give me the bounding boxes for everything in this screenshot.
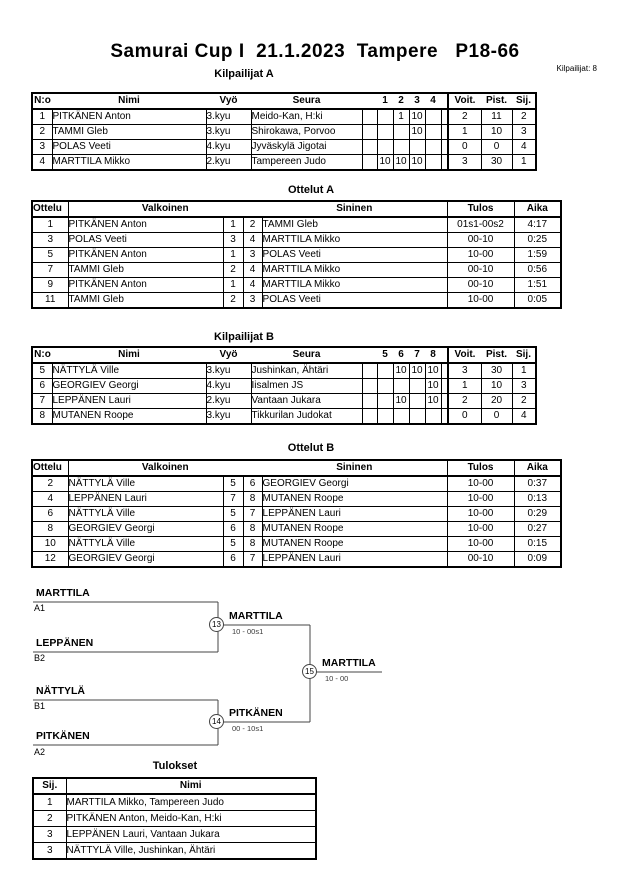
competitor-belt: 2.kyu xyxy=(206,155,251,171)
blue-number: 6 xyxy=(243,476,262,492)
pool-a-title: Kilpailijat A xyxy=(214,68,274,80)
bracket-slot-seed: B1 xyxy=(34,701,46,711)
competitor-club: Tampereen Judo xyxy=(251,155,362,171)
white-name: TAMMI Gleb xyxy=(68,293,223,309)
header-time: Aika xyxy=(514,201,561,217)
white-name: PITKÄNEN Anton xyxy=(68,248,223,263)
points-value: 10 xyxy=(481,379,512,394)
points-value: 11 xyxy=(481,109,512,125)
gap-cell xyxy=(441,409,448,425)
competitor-name: PITKÄNEN Anton xyxy=(52,109,206,125)
matches-a-table xyxy=(31,200,562,309)
match-result: 10-00 xyxy=(447,492,514,507)
header-opp-5: 5 xyxy=(377,347,393,363)
match-time: 0:09 xyxy=(514,552,561,568)
competitor-belt: 2.kyu xyxy=(206,394,251,409)
blue-number: 8 xyxy=(243,537,262,552)
white-number: 2 xyxy=(223,263,243,278)
match-result: 00-10 xyxy=(447,233,514,248)
match-number: 3 xyxy=(32,233,68,248)
place-value: 2 xyxy=(512,394,536,409)
white-name: PITKÄNEN Anton xyxy=(68,278,223,293)
header-blue: Sininen xyxy=(262,201,447,217)
header-match: Ottelu xyxy=(32,201,68,217)
score-vs-7 xyxy=(409,394,425,409)
match-number: 2 xyxy=(32,476,68,492)
result-name: PITKÄNEN Anton, Meido-Kan, H:ki xyxy=(66,811,316,827)
score-vs-4 xyxy=(425,109,441,125)
bracket-slot-seed: B2 xyxy=(34,653,46,663)
result-place: 1 xyxy=(33,794,66,811)
score-vs-7 xyxy=(409,379,425,394)
competitor-number: 3 xyxy=(32,140,52,155)
score-vs-1: 10 xyxy=(377,155,393,171)
gap-cell xyxy=(441,363,448,379)
blue-name: POLAS Veeti xyxy=(262,248,447,263)
match-time: 4:17 xyxy=(514,217,561,233)
blue-name: MARTTILA Mikko xyxy=(262,233,447,248)
points-value: 30 xyxy=(481,155,512,171)
match-result: 10-00 xyxy=(447,476,514,492)
header-place: Sij. xyxy=(512,347,536,363)
match-number: 1 xyxy=(32,217,68,233)
match-result: 00-10 xyxy=(447,552,514,568)
blue-number: 8 xyxy=(243,522,262,537)
competitor-row xyxy=(32,409,536,425)
header-match: Ottelu xyxy=(32,460,68,476)
score-vs-5 xyxy=(377,394,393,409)
score-spacer-cell xyxy=(362,125,377,140)
competitor-name: TAMMI Gleb xyxy=(52,125,206,140)
gap-cell xyxy=(441,109,448,125)
match-row xyxy=(32,507,561,522)
white-name: POLAS Veeti xyxy=(68,233,223,248)
match-time: 0:29 xyxy=(514,507,561,522)
score-spacer-cell xyxy=(362,155,377,171)
bracket-slot-name: NÄTTYLÄ xyxy=(36,685,85,697)
header-place: Sij. xyxy=(512,93,536,109)
blue-number: 4 xyxy=(243,278,262,293)
match-number: 9 xyxy=(32,278,68,293)
score-vs-6 xyxy=(393,409,409,425)
results-header-row xyxy=(33,778,316,794)
white-name: NÄTTYLÄ Ville xyxy=(68,476,223,492)
blue-name: LEPPÄNEN Lauri xyxy=(262,552,447,568)
header-gap xyxy=(441,347,448,363)
gap-cell xyxy=(441,155,448,171)
score-spacer-cell xyxy=(362,394,377,409)
competitor-belt: 4.kyu xyxy=(206,140,251,155)
competitor-row xyxy=(32,394,536,409)
pool-b-title: Kilpailijat B xyxy=(214,331,274,343)
competitor-row xyxy=(32,155,536,171)
score-vs-4 xyxy=(425,125,441,140)
blue-number: 3 xyxy=(243,293,262,309)
gap-cell xyxy=(441,379,448,394)
header-place: Sij. xyxy=(33,778,66,794)
competitor-row xyxy=(32,125,536,140)
white-name: GEORGIEV Georgi xyxy=(68,522,223,537)
header-result: Tulos xyxy=(447,201,514,217)
wins-value: 3 xyxy=(448,363,481,379)
matches-a-title: Ottelut A xyxy=(287,184,335,196)
matches-a-header-row xyxy=(32,201,561,217)
header-time: Aika xyxy=(514,460,561,476)
header-no: N:o xyxy=(32,347,52,363)
match-row xyxy=(32,537,561,552)
match-result: 10-00 xyxy=(447,248,514,263)
match-result: 10-00 xyxy=(447,293,514,309)
match-15-circle: 15 xyxy=(302,664,317,679)
match-row xyxy=(32,248,561,263)
score-vs-1 xyxy=(377,125,393,140)
score-spacer-cell xyxy=(362,379,377,394)
score-vs-5 xyxy=(377,363,393,379)
competitor-count: Kilpailijat: 8 xyxy=(556,64,597,73)
white-name: PITKÄNEN Anton xyxy=(68,217,223,233)
header-opp-2: 2 xyxy=(393,93,409,109)
points-value: 10 xyxy=(481,125,512,140)
match-number: 4 xyxy=(32,492,68,507)
blue-name: POLAS Veeti xyxy=(262,293,447,309)
competitor-row xyxy=(32,379,536,394)
header-name: Nimi xyxy=(52,347,206,363)
competitor-row xyxy=(32,109,536,125)
pool-a-header-row xyxy=(32,93,536,109)
blue-number: 2 xyxy=(243,217,262,233)
competitor-number: 5 xyxy=(32,363,52,379)
place-value: 1 xyxy=(512,363,536,379)
match-number: 11 xyxy=(32,293,68,309)
competitor-club: Vantaan Jukara xyxy=(251,394,362,409)
matches-b-header-row xyxy=(32,460,561,476)
pool-a-table xyxy=(31,92,537,171)
match-row xyxy=(32,476,561,492)
white-number: 2 xyxy=(223,293,243,309)
match-time: 0:05 xyxy=(514,293,561,309)
header-name: Nimi xyxy=(52,93,206,109)
header-wins: Voit. xyxy=(448,347,481,363)
header-opp-4: 4 xyxy=(425,93,441,109)
match-13-score: 10 - 00s1 xyxy=(232,627,264,636)
result-row xyxy=(33,794,316,811)
match-number: 8 xyxy=(32,522,68,537)
header-opp-8: 8 xyxy=(425,347,441,363)
score-vs-1 xyxy=(377,140,393,155)
white-number: 1 xyxy=(223,217,243,233)
header-belt: Vyö xyxy=(206,93,251,109)
competitor-number: 7 xyxy=(32,394,52,409)
place-value: 2 xyxy=(512,109,536,125)
match-row xyxy=(32,263,561,278)
match-row xyxy=(32,278,561,293)
pool-b-table xyxy=(31,346,537,425)
white-number: 1 xyxy=(223,248,243,263)
blue-name: LEPPÄNEN Lauri xyxy=(262,507,447,522)
wins-value: 0 xyxy=(448,140,481,155)
gap-cell xyxy=(441,394,448,409)
match-row xyxy=(32,293,561,309)
competitor-club: Shirokawa, Porvoo xyxy=(251,125,362,140)
match-number: 12 xyxy=(32,552,68,568)
match-time: 0:56 xyxy=(514,263,561,278)
place-value: 1 xyxy=(512,155,536,171)
match-number: 10 xyxy=(32,537,68,552)
white-name: NÄTTYLÄ Ville xyxy=(68,507,223,522)
match-time: 0:27 xyxy=(514,522,561,537)
competitor-club: Tikkurilan Judokat xyxy=(251,409,362,425)
white-number: 6 xyxy=(223,552,243,568)
score-vs-4 xyxy=(425,155,441,171)
match-result: 00-10 xyxy=(447,263,514,278)
score-vs-6 xyxy=(393,379,409,394)
match-number: 6 xyxy=(32,507,68,522)
result-place: 3 xyxy=(33,827,66,843)
score-vs-8: 10 xyxy=(425,394,441,409)
score-vs-8 xyxy=(425,409,441,425)
score-vs-7: 10 xyxy=(409,363,425,379)
place-value: 4 xyxy=(512,409,536,425)
match-14-winner: PITKÄNEN xyxy=(229,707,283,719)
competitor-number: 8 xyxy=(32,409,52,425)
wins-value: 2 xyxy=(448,109,481,125)
match-row xyxy=(32,217,561,233)
score-vs-6: 10 xyxy=(393,363,409,379)
competitor-club: Meido-Kan, H:ki xyxy=(251,109,362,125)
competitor-name: GEORGIEV Georgi xyxy=(52,379,206,394)
wins-value: 0 xyxy=(448,409,481,425)
header-club: Seura xyxy=(251,93,362,109)
competitor-belt: 3.kyu xyxy=(206,409,251,425)
match-result: 10-00 xyxy=(447,507,514,522)
match-row xyxy=(32,233,561,248)
white-number: 3 xyxy=(223,233,243,248)
score-vs-8: 10 xyxy=(425,363,441,379)
result-name: LEPPÄNEN Lauri, Vantaan Jukara xyxy=(66,827,316,843)
header-white: Valkoinen xyxy=(68,460,262,476)
score-vs-3 xyxy=(409,140,425,155)
blue-name: GEORGIEV Georgi xyxy=(262,476,447,492)
score-spacer-cell xyxy=(362,140,377,155)
results-title: Tulokset xyxy=(152,760,198,772)
score-vs-6: 10 xyxy=(393,394,409,409)
blue-number: 4 xyxy=(243,263,262,278)
result-place: 3 xyxy=(33,843,66,860)
header-belt: Vyö xyxy=(206,347,251,363)
white-number: 6 xyxy=(223,522,243,537)
competitor-row xyxy=(32,140,536,155)
header-blue: Sininen xyxy=(262,460,447,476)
white-name: NÄTTYLÄ Ville xyxy=(68,537,223,552)
score-vs-3: 10 xyxy=(409,125,425,140)
match-time: 0:15 xyxy=(514,537,561,552)
gap-cell xyxy=(441,140,448,155)
match-number: 7 xyxy=(32,263,68,278)
score-vs-8: 10 xyxy=(425,379,441,394)
match-15-winner: MARTTILA xyxy=(322,657,376,669)
header-points: Pist. xyxy=(481,347,512,363)
header-white: Valkoinen xyxy=(68,201,262,217)
competitor-belt: 3.kyu xyxy=(206,109,251,125)
white-number: 5 xyxy=(223,537,243,552)
place-value: 3 xyxy=(512,125,536,140)
match-14-circle: 14 xyxy=(209,714,224,729)
match-time: 0:25 xyxy=(514,233,561,248)
header-opp-6: 6 xyxy=(393,347,409,363)
competitor-name: LEPPÄNEN Lauri xyxy=(52,394,206,409)
header-gap xyxy=(441,93,448,109)
competitor-number: 1 xyxy=(32,109,52,125)
place-value: 4 xyxy=(512,140,536,155)
blue-name: MARTTILA Mikko xyxy=(262,278,447,293)
white-number: 7 xyxy=(223,492,243,507)
competitor-belt: 4.kyu xyxy=(206,379,251,394)
wins-value: 2 xyxy=(448,394,481,409)
score-vs-4 xyxy=(425,140,441,155)
match-time: 0:37 xyxy=(514,476,561,492)
pool-b-header-row xyxy=(32,347,536,363)
match-row xyxy=(32,522,561,537)
header-result: Tulos xyxy=(447,460,514,476)
competitor-name: POLAS Veeti xyxy=(52,140,206,155)
score-vs-3: 10 xyxy=(409,155,425,171)
blue-name: TAMMI Gleb xyxy=(262,217,447,233)
competitor-name: NÄTTYLÄ Ville xyxy=(52,363,206,379)
place-value: 3 xyxy=(512,379,536,394)
blue-number: 7 xyxy=(243,552,262,568)
result-place: 2 xyxy=(33,811,66,827)
white-name: GEORGIEV Georgi xyxy=(68,552,223,568)
match-number: 5 xyxy=(32,248,68,263)
blue-number: 7 xyxy=(243,507,262,522)
blue-number: 4 xyxy=(243,233,262,248)
header-wins: Voit. xyxy=(448,93,481,109)
header-opp-7: 7 xyxy=(409,347,425,363)
bracket-slot-name: MARTTILA xyxy=(36,587,90,599)
match-15-score: 10 - 00 xyxy=(325,674,349,683)
header-spacer xyxy=(362,347,377,363)
matches-b-table xyxy=(31,459,562,568)
matches-b-title: Ottelut B xyxy=(287,442,335,454)
match-13-circle: 13 xyxy=(209,617,224,632)
header-opp-3: 3 xyxy=(409,93,425,109)
points-value: 0 xyxy=(481,409,512,425)
competitor-belt: 3.kyu xyxy=(206,125,251,140)
white-name: TAMMI Gleb xyxy=(68,263,223,278)
match-result: 10-00 xyxy=(447,522,514,537)
competitor-row xyxy=(32,363,536,379)
score-vs-5 xyxy=(377,379,393,394)
competitor-number: 2 xyxy=(32,125,52,140)
match-time: 0:13 xyxy=(514,492,561,507)
blue-name: MUTANEN Roope xyxy=(262,492,447,507)
competitor-club: Iisalmen JS xyxy=(251,379,362,394)
white-number: 5 xyxy=(223,507,243,522)
header-points: Pist. xyxy=(481,93,512,109)
match-result: 01s1-00s2 xyxy=(447,217,514,233)
score-vs-2: 1 xyxy=(393,109,409,125)
match-time: 1:51 xyxy=(514,278,561,293)
competitor-belt: 3.kyu xyxy=(206,363,251,379)
score-vs-2: 10 xyxy=(393,155,409,171)
competitor-number: 6 xyxy=(32,379,52,394)
points-value: 0 xyxy=(481,140,512,155)
points-value: 20 xyxy=(481,394,512,409)
score-vs-3: 10 xyxy=(409,109,425,125)
wins-value: 1 xyxy=(448,125,481,140)
wins-value: 3 xyxy=(448,155,481,171)
result-row xyxy=(33,827,316,843)
competitor-number: 4 xyxy=(32,155,52,171)
bracket-slot-name: PITKÄNEN xyxy=(36,730,90,742)
blue-number: 8 xyxy=(243,492,262,507)
points-value: 30 xyxy=(481,363,512,379)
match-row xyxy=(32,552,561,568)
header-spacer xyxy=(362,93,377,109)
header-club: Seura xyxy=(251,347,362,363)
score-spacer-cell xyxy=(362,109,377,125)
result-name: MARTTILA Mikko, Tampereen Judo xyxy=(66,794,316,811)
score-spacer-cell xyxy=(362,363,377,379)
white-number: 5 xyxy=(223,476,243,492)
score-vs-2 xyxy=(393,125,409,140)
result-row xyxy=(33,843,316,860)
page-title: Samurai Cup I 21.1.2023 Tampere P18-66 xyxy=(110,41,520,62)
competitor-name: MARTTILA Mikko xyxy=(52,155,206,171)
competitor-club: Jushinkan, Ähtäri xyxy=(251,363,362,379)
header-name: Nimi xyxy=(66,778,316,794)
result-row xyxy=(33,811,316,827)
match-result: 00-10 xyxy=(447,278,514,293)
score-spacer-cell xyxy=(362,409,377,425)
score-vs-7 xyxy=(409,409,425,425)
blue-name: MUTANEN Roope xyxy=(262,537,447,552)
header-opp-1: 1 xyxy=(377,93,393,109)
competitor-club: Jyväskylä Jigotai xyxy=(251,140,362,155)
wins-value: 1 xyxy=(448,379,481,394)
match-result: 10-00 xyxy=(447,537,514,552)
match-14-score: 00 - 10s1 xyxy=(232,724,264,733)
bracket-slot-name: LEPPÄNEN xyxy=(36,637,94,649)
score-vs-1 xyxy=(377,109,393,125)
blue-name: MARTTILA Mikko xyxy=(262,263,447,278)
bracket-slot-seed: A2 xyxy=(34,747,46,757)
competitor-name: MUTANEN Roope xyxy=(52,409,206,425)
match-row xyxy=(32,492,561,507)
blue-name: MUTANEN Roope xyxy=(262,522,447,537)
match-time: 1:59 xyxy=(514,248,561,263)
bracket-slot-seed: A1 xyxy=(34,603,46,613)
header-no: N:o xyxy=(32,93,52,109)
gap-cell xyxy=(441,125,448,140)
results-table xyxy=(32,777,317,860)
score-vs-5 xyxy=(377,409,393,425)
match-13-winner: MARTTILA xyxy=(229,610,283,622)
result-name: NÄTTYLÄ Ville, Jushinkan, Ähtäri xyxy=(66,843,316,860)
score-vs-2 xyxy=(393,140,409,155)
blue-number: 3 xyxy=(243,248,262,263)
white-number: 1 xyxy=(223,278,243,293)
white-name: LEPPÄNEN Lauri xyxy=(68,492,223,507)
